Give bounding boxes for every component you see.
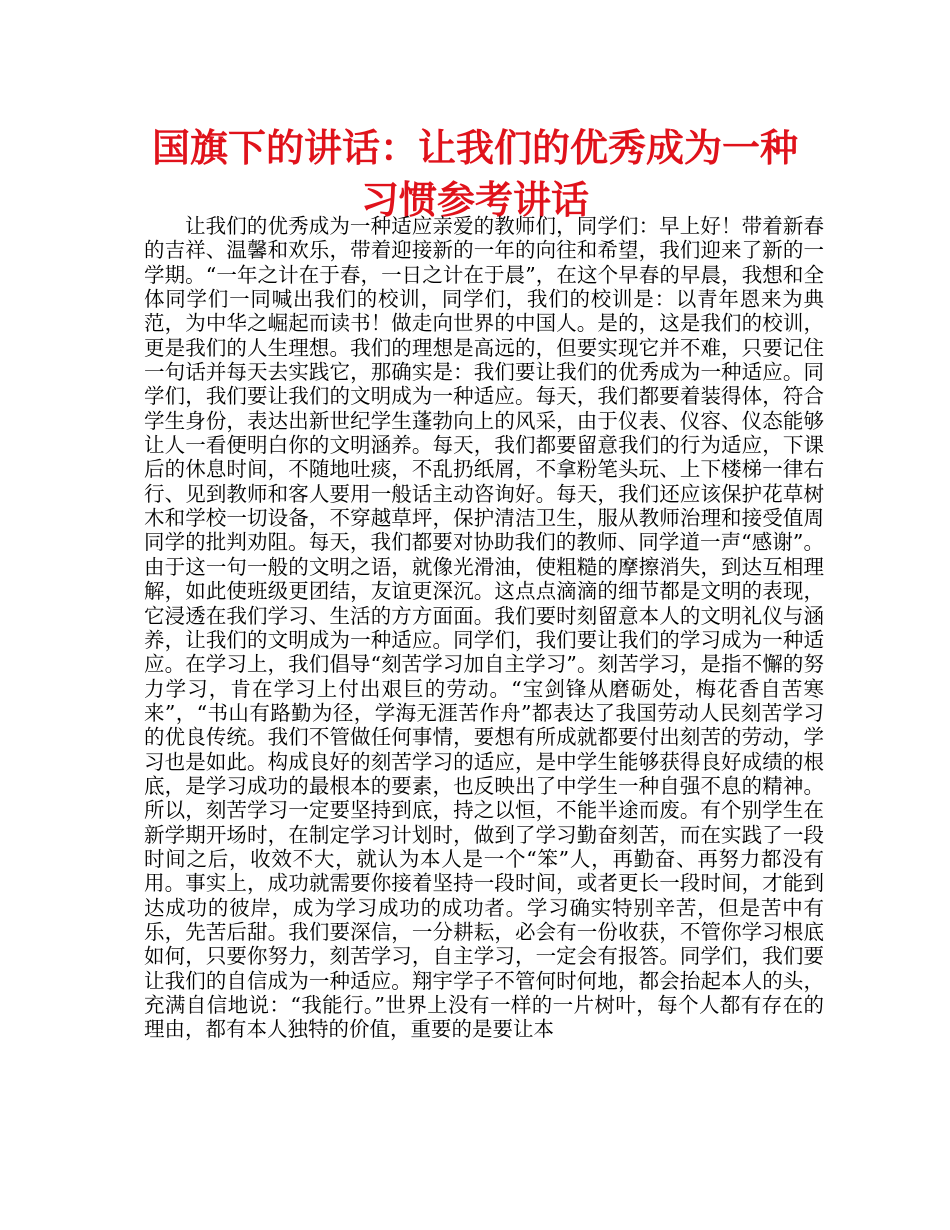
document-title: 国旗下的讲话：让我们的优秀成为一种习惯参考讲话 bbox=[151, 126, 798, 222]
document-body: 让我们的优秀成为一种适应亲爱的教师们，同学们：早上好！带着新春的吉祥、温馨和欢乐，带着迎接新的一年的向往和希望，我们迎来了新的一学期。“一年之计在于春，一日之计在于晨”，在这个早春的早晨，我想和全体同学们一同喊出我们的校训，同学们，我们的校训是：以青年恩来为典范，为中华之崛起而读书！做走向世界的中国人。是的，这是我们的校训，更是我们的人生理想。我们的理想是高远的，但要实现它并不难，只要记住一句话并每天去实践它，那确实是：我们要让我们的优秀成为一种适应。同学们，我们要让我们的文明成为一种适应。每天，我们都要着装得体，符合学生身份，表达出新世纪学生蓬勃向上的风采，由于仪表、仪容、仪态能够让人一看便明白你的文明涵养。每天，我们都要留意我们的行为适应，下课后的休息时间，不随地吐痰，不乱扔纸屑，不拿粉笔头玩、上下楼梯一律右行、见到教师和客人要用一般话主动咨询好。每天，我们还应该保护花草树木和学校一切设备，不穿越草坪，保护清洁卫生，服从教师治理和接受值周同学的批判劝阻。每天，我们都要对协助我们的教师、同学道一声“感谢”。由于这一句一般的文明之语，就像光滑油，使粗糙的摩擦消失，到达互相理解，如此使班级更团结，友谊更深沉。这点点滴滴的细节都是文明的表现，它浸透在我们学习、生活的方方面面。我们要时刻留意本人的文明礼仪与涵养，让我们的文明成为一种适应。同学们，我们要让我们的学习成为一种适应。在学习上，我们倡导“刻苦学习加自主学习”。刻苦学习，是指不懈的努力学习，肯在学习上付出艰巨的劳动。“宝剑锋从磨砺处，梅花香自苦寒来”，“书山有路勤为径，学海无涯苦作舟”都表达了我国劳动人民刻苦学习的优良传统。我们不管做任何事情，要想有所成就都要付出刻苦的劳动，学习也是如此。构成良好的刻苦学习的适应，是中学生能够获得良好成绩的根底，是学习成功的最根本的要素，也反映出了中学生一种自强不息的精神。所以，刻苦学习一定要坚持到底，持之以恒，不能半途而废。有个别学生在新学期开场时，在制定学习计划时，做到了学习勤奋刻苦，而在实践了一段时间之后，收效不大，就认为本人是一个“笨”人，再勤奋、再努力都没有用。事实上，成功就需要你接着坚持一段时间，或者更长一段时间，才能到达成功的彼岸，成为学习成功的成功者。学习确实特别辛苦，但是苦中有乐，先苦后甜。我们要深信，一分耕耘，必会有一份收获，不管你学习根底如何，只要你努力，刻苦学习，自主学习，一定会有报答。同学们，我们要让我们的自信成为一种适应。翔宇学子不管何时何地，都会抬起本人的头，充满自信地说：“我能行。”世界上没有一样的一片树叶，每个人都有存在的理由，都有本人独特的价值，重要的是要让本 bbox=[144, 214, 824, 1042]
